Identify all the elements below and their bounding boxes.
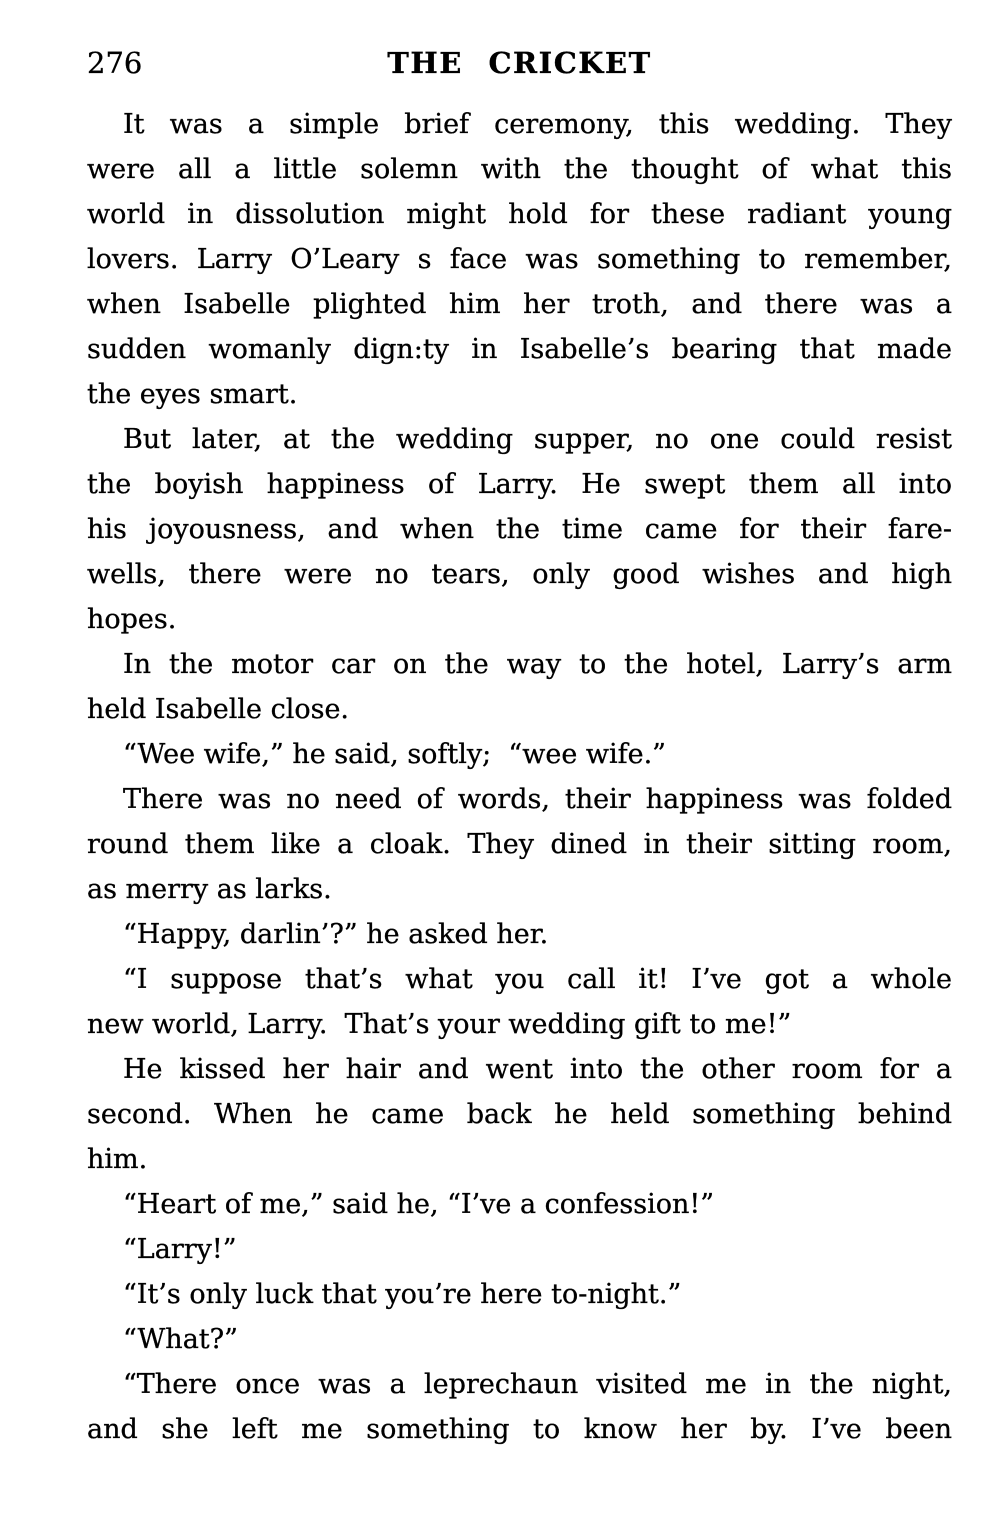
paragraph [87, 912, 952, 957]
text-line: “What?” [123, 1324, 238, 1355]
text-line: He kissed her hair and went into the other room for a [123, 1054, 952, 1085]
paragraph [87, 732, 952, 777]
paragraph [87, 417, 952, 642]
text-line: lovers. Larry O’Leary s face was something to remember, [87, 244, 952, 275]
text-line: It was a simple brief ceremony, this wedding. They [123, 109, 952, 140]
text-line: wells, there were no tears, only good wishes and high [87, 559, 952, 590]
text-line: “It’s only luck that you’re here to-night.” [123, 1279, 682, 1310]
paragraph [87, 102, 952, 417]
text-line: new world, Larry. That’s your wedding gift to me!” [87, 1009, 792, 1040]
paragraph [87, 1182, 952, 1227]
page-text [87, 102, 952, 1452]
text-line: him. [87, 1144, 148, 1175]
text-line: “Happy, darlin’?” he asked her. [123, 919, 549, 950]
text-line: as merry as larks. [87, 874, 332, 905]
paragraph [87, 642, 952, 732]
paragraph [87, 1047, 952, 1182]
text-line: “Heart of me,” said he, “I’ve a confession!” [123, 1189, 715, 1220]
text-line: hopes. [87, 604, 177, 635]
running-head [87, 44, 952, 84]
text-line: held Isabelle close. [87, 694, 350, 725]
text-line: when Isabelle plighted him her troth, and there was a [87, 289, 952, 320]
text-line: world in dissolution might hold for these radiant young [87, 199, 952, 230]
running-title: THE CRICKET [387, 46, 652, 80]
text-line: There was no need of words, their happiness was folded [123, 784, 952, 815]
paragraph [87, 957, 952, 1047]
text-line: round them like a cloak. They dined in their sitting room, [87, 829, 952, 860]
text-line: and she left me something to know her by. I’ve been [87, 1414, 952, 1445]
text-line: the eyes smart. [87, 379, 298, 410]
text-line: second. When he came back he held something behind [87, 1099, 952, 1130]
text-line: “I suppose that’s what you call it! I’ve got a whole [123, 964, 952, 995]
text-line: In the motor car on the way to the hotel, Larry’s arm [123, 649, 952, 680]
paragraph [87, 777, 952, 912]
text-line: sudden womanly dign:ty in Isabelle’s bearing that made [87, 334, 952, 365]
page-number: 276 [87, 46, 143, 80]
text-line: were all a little solemn with the thought of what this [87, 154, 952, 185]
paragraph [87, 1317, 952, 1362]
text-line: “Wee wife,” he said, softly; “wee wife.” [123, 739, 666, 770]
text-line: his joyousness, and when the time came for their fare- [87, 514, 952, 545]
text-line: But later, at the wedding supper, no one could resist [123, 424, 952, 455]
text-line: the boyish happiness of Larry. He swept them all into [87, 469, 952, 500]
text-line: “Larry!” [123, 1234, 237, 1265]
paragraph [87, 1227, 952, 1272]
paragraph [87, 1272, 952, 1317]
paragraph [87, 1362, 952, 1452]
text-line: “There once was a leprechaun visited me in the night, [123, 1369, 952, 1400]
